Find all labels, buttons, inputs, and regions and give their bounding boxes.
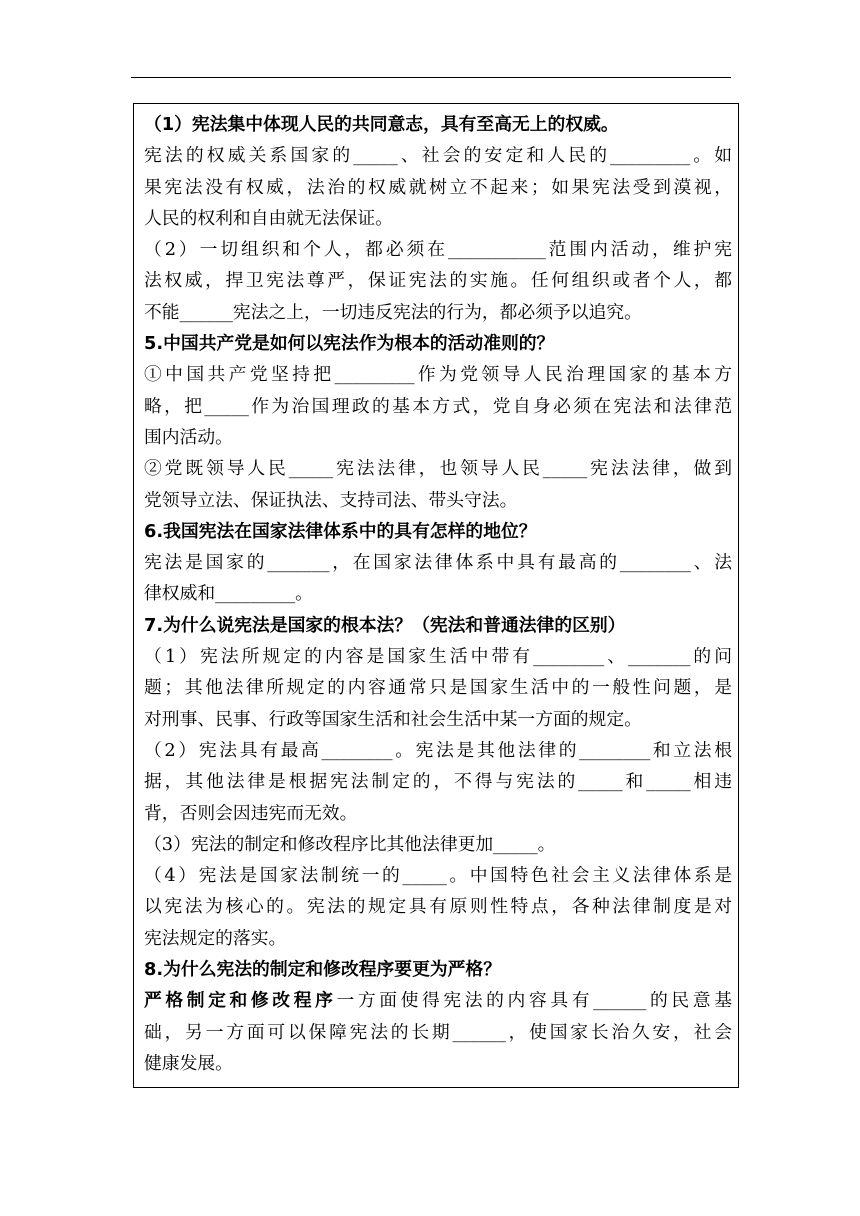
text-line: （2）宪法具有最高________。宪法是其他法律的________和立法根 <box>144 739 732 761</box>
text-line: 宪法规定的落实。 <box>144 927 287 949</box>
text-line: 对刑事、民事、行政等国家生活和社会生活中某一方面的规定。 <box>144 708 642 730</box>
question-heading: 6.我国宪法在国家法律体系中的具有怎样的地位？ <box>144 520 537 542</box>
text-line: 法权威，捍卫宪法尊严，保证宪法的实施。任何组织或者个人，都 <box>144 270 732 292</box>
text-line: 不能______宪法之上，一切违反宪法的行为，都必须予以追究。 <box>144 301 642 323</box>
question-heading: 5.中国共产党是如何以宪法作为根本的活动准则的？ <box>144 333 555 355</box>
question-heading: （1）宪法集中体现人民的共同意志，具有至高无上的权威。 <box>144 114 619 135</box>
text-line: ②党既领导人民_____宪法法律，也领导人民_____宪法法律，做到 <box>144 458 732 480</box>
text-line: （1）宪法所规定的内容是国家生活中带有________、_______的问 <box>144 646 732 668</box>
text-line: （2）一切组织和个人，都必须在___________范围内活动，维护宪 <box>144 239 732 261</box>
question-heading: 8.为什么宪法的制定和修改程序要更为严格？ <box>144 959 501 981</box>
final-para-line-3: 健康发展。 <box>144 1052 233 1074</box>
final-para-line-2: 础，另一方面可以保障宪法的长期______，使国家长治久安，社会 <box>144 1021 732 1043</box>
text-lines <box>144 109 732 985</box>
final-para-line-1-rest: 一方面使得宪法的内容具有______的民意基 <box>336 990 732 1012</box>
text-line: 以宪法为核心的。宪法的规定具有原则性特点，各种法律制度是对 <box>144 896 732 918</box>
final-para-line-1 <box>144 985 732 1016</box>
final-para-lead: 严格制定和修改程序 <box>144 990 337 1012</box>
text-line: （4）宪法是国家法制统一的_____。中国特色社会主义法律体系是 <box>144 865 732 887</box>
text-line: 宪法的权威关系国家的_____、社会的安定和人民的_________。如 <box>144 145 732 167</box>
text-line: ①中国共产党坚持把_________作为党领导人民治理国家的基本方 <box>144 364 732 386</box>
text-line: 题；其他法律所规定的内容通常只是国家生活中的一般性问题，是 <box>144 677 732 699</box>
content-box <box>133 103 739 1088</box>
text-line: 略，把_____作为治国理政的基本方式，党自身必须在宪法和法律范 <box>144 395 732 417</box>
text-line: 人民的权利和自由就无法保证。 <box>144 207 393 229</box>
text-line: 宪法是国家的_______，在国家法律体系中具有最高的________、法 <box>144 552 732 574</box>
header-rule <box>131 77 731 78</box>
text-line: 背，否则会因违宪而无效。 <box>144 802 358 824</box>
question-heading: 7.为什么说宪法是国家的根本法？（宪法和普通法律的区别） <box>144 614 626 636</box>
text-line: 律权威和_________。 <box>144 583 313 605</box>
text-line: 围内活动。 <box>144 426 233 448</box>
text-line: 果宪法没有权威，法治的权威就树立不起来；如果宪法受到漠视， <box>144 176 732 198</box>
text-line: 据，其他法律是根据宪法制定的，不得与宪法的_____和_____相违 <box>144 771 732 793</box>
text-line: （3）宪法的制定和修改程序比其他法律更加_____。 <box>144 833 556 855</box>
text-line: 党领导立法、保证执法、支持司法、带头守法。 <box>144 489 518 511</box>
